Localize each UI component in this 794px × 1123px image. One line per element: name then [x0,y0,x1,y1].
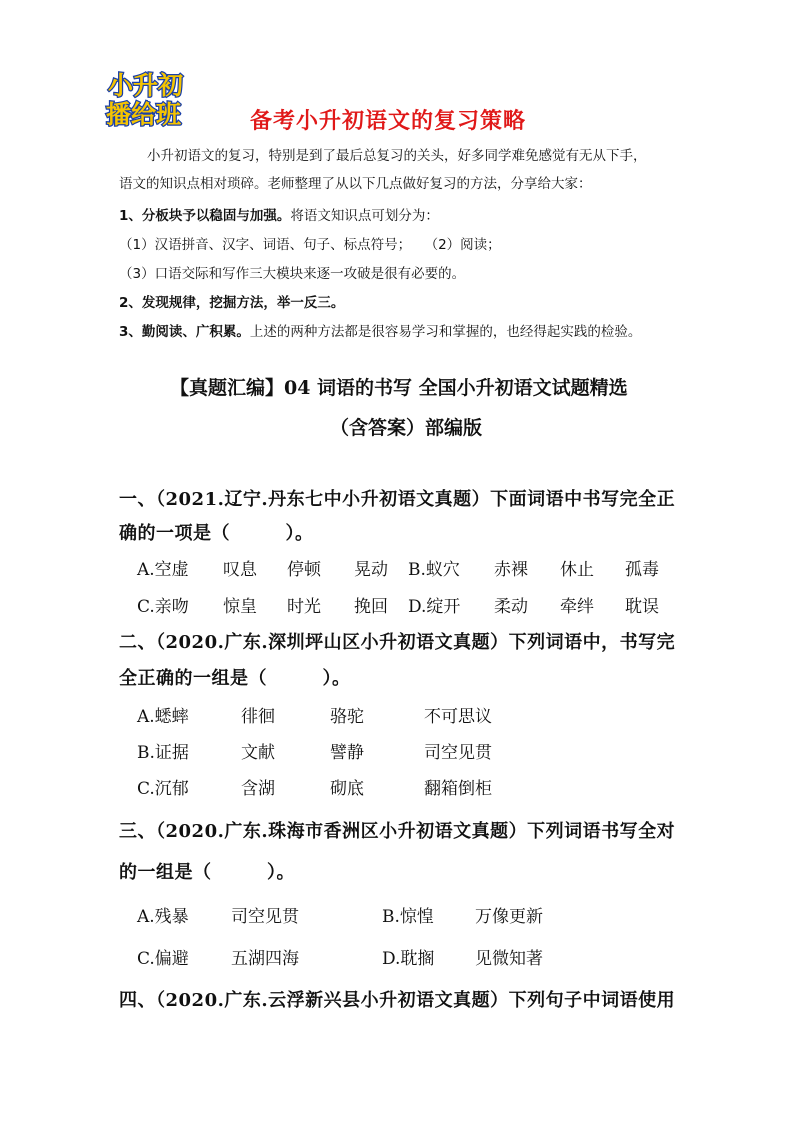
option-word: 时光 [287,597,321,617]
option-word: 赤裸 [494,560,528,580]
page-title: 备考小升初语文的复习策略 [250,109,527,134]
section-title-line-1: 【真题汇编】04 词语的书写 全国小升初语文试题精选 [170,377,628,399]
option-word: 耽误 [625,597,659,617]
option-word: D.耽搁 [382,949,435,969]
question-3-options-row-2 [0,944,794,968]
option-word: 柔动 [494,597,528,617]
option-word: 砌底 [330,779,364,799]
option-word: 惊皇 [223,597,257,617]
tip-1-heading: 1、分板块予以稳固与加强。 [119,208,291,224]
option-word: 司空见贯 [231,907,299,927]
question-2-options-row-1 [0,702,794,726]
option-word: C.偏避 [137,949,189,969]
tip-1-sub-2: （3）口语交际和写作三大模块来逐一攻破是很有必要的。 [119,266,466,282]
question-1-line-2: 确的一项是（ ）。 [119,523,314,544]
question-4-line-1: 四、（2020.广东.云浮新兴县小升初语文真题）下列句子中词语使用 [119,990,676,1011]
tip-2: 2、发现规律，挖掘方法，举一反三。 [119,295,345,311]
option-word: B.蚁穴 [408,560,460,580]
question-1-line-1: 一、（2021.辽宁.丹东七中小升初语文真题）下面词语中书写完全正 [119,489,676,510]
tip-3-heading: 3、勤阅读、广积累。 [119,324,250,340]
question-2-line-1: 二、（2020.广东.深圳坪山区小升初语文真题）下列词语中，书写完 [119,632,676,653]
tip-3-text: 上述的两种方法都是很容易学习和掌握的，也经得起实践的检验。 [249,324,642,340]
option-word: C.亲吻 [137,597,189,617]
option-word: 挽回 [354,597,388,617]
option-word: 司空见贯 [424,743,492,763]
logo-line2: 播给班 [106,100,182,129]
option-word: 骆驼 [330,707,364,727]
question-2-options-row-2 [0,738,794,762]
question-2-options-row-3 [0,774,794,798]
question-3-options-row-1 [0,902,794,926]
option-word: 牵绊 [560,597,594,617]
option-word: D.绽开 [408,597,461,617]
section-title-line-2: （含答案）部编版 [330,417,483,439]
option-word: 不可思议 [424,707,492,727]
intro-line-2: 语文的知识点相对琐碎。老师整理了从以下几点做好复习的方法，分享给大家： [119,176,592,192]
question-1-options-row-2 [0,592,794,616]
option-word: 文献 [241,743,275,763]
tip-1 [119,204,439,224]
option-word: C.沉郁 [137,779,189,799]
question-1-options-row-1 [0,555,794,579]
tip-1-sub-1: （1）汉语拼音、汉字、词语、句子、标点符号； （2）阅读； [119,237,501,253]
option-word: B.惊惶 [382,907,434,927]
option-word: B.证据 [137,743,189,763]
option-word: 停顿 [287,560,321,580]
option-word: A.蟋蟀 [137,707,189,727]
logo [102,66,210,130]
option-word: 五湖四海 [231,949,299,969]
option-word: 徘徊 [241,707,275,727]
question-3-line-2: 的一组是（ ）。 [119,862,295,883]
tip-3 [119,320,641,340]
intro-line-1: 小升初语文的复习，特别是到了最后总复习的关头，好多同学难免感觉有无从下手， [147,148,647,164]
logo-line1: 小升初 [108,71,184,100]
question-3-line-1: 三、（2020.广东.珠海市香洲区小升初语文真题）下列词语书写全对 [119,821,676,842]
option-word: 叹息 [223,560,257,580]
option-word: 万像更新 [475,907,543,927]
question-2-line-2: 全正确的一组是（ ）。 [119,668,351,689]
option-word: 晃动 [354,560,388,580]
option-word: 含湖 [241,779,275,799]
option-word: A.空虚 [137,560,189,580]
option-word: 孤毒 [625,560,659,580]
option-word: 譬静 [330,743,364,763]
logo-graphic [102,66,210,130]
tip-1-text: 将语文知识点可划分为： [290,208,439,224]
option-word: 见微知著 [475,949,543,969]
option-word: 休止 [560,560,594,580]
option-word: 翻箱倒柜 [424,779,492,799]
option-word: A.残暴 [137,907,189,927]
